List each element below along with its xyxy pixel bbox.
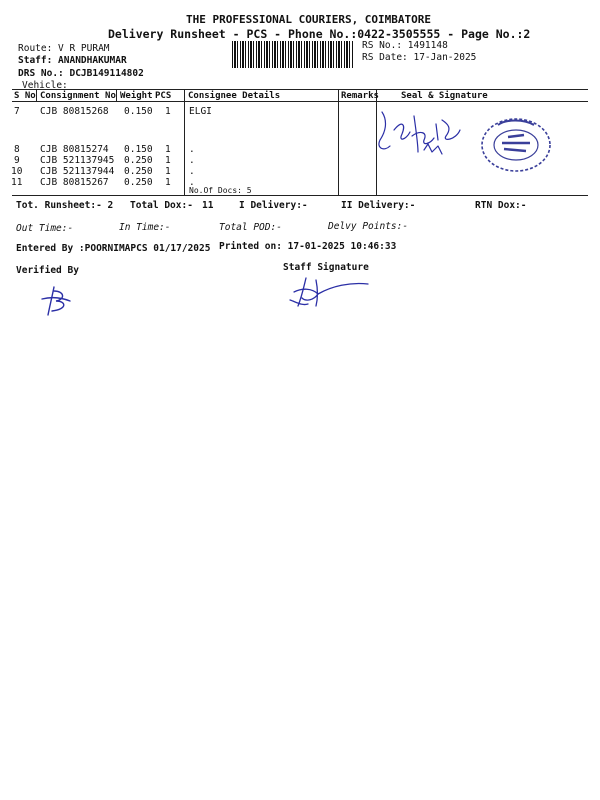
row-consignee: .: [189, 144, 195, 155]
column-divider: [184, 89, 185, 195]
vehicle-label: Vehicle:: [22, 80, 68, 91]
tot-runsheet: Tot. Runsheet:- 2: [16, 200, 114, 211]
table-top-border: [12, 89, 588, 90]
row-pcs: 1: [165, 106, 171, 117]
total-pod: Total POD:-: [219, 222, 282, 233]
row-weight: 0.150: [124, 106, 153, 117]
rs-number: RS No.: 1491148: [362, 40, 448, 51]
row-pcs: 1: [165, 155, 171, 166]
verified-by-label: Verified By: [16, 265, 79, 276]
column-divider: [116, 89, 117, 101]
printed-on: Printed on: 17-01-2025 10:46:33: [219, 241, 397, 252]
row-sno: 9: [14, 155, 20, 166]
row-consignee: .: [189, 177, 195, 188]
table-header-border: [12, 101, 588, 102]
column-header: Seal & Signature: [401, 91, 488, 101]
row-consignment: CJB 521137945: [40, 155, 115, 166]
staff-label: Staff: ANANDHAKUMAR: [18, 55, 127, 66]
staff-signature-drawing: [288, 272, 372, 312]
row-pcs: 1: [165, 166, 171, 177]
verified-signature-drawing: [40, 285, 74, 317]
row-pcs: 1: [165, 144, 171, 155]
ii-delivery: II Delivery:-: [341, 200, 416, 211]
row-consignee: ELGI: [189, 106, 212, 117]
company-title: THE PROFESSIONAL COURIERS, COIMBATORE: [186, 13, 432, 26]
barcode-image: [232, 41, 354, 68]
i-delivery: I Delivery:-: [239, 200, 308, 211]
entered-by: Entered By :POORNIMAPCS 01/17/2025: [16, 243, 211, 254]
staff-signature-label: Staff Signature: [283, 262, 369, 273]
column-header: S No: [14, 91, 36, 101]
row-weight: 0.250: [124, 155, 153, 166]
row-weight: 0.150: [124, 144, 153, 155]
rubber-stamp-seal: [478, 113, 556, 175]
total-dox-value: 11: [202, 200, 214, 211]
row-consignment: CJB 521137944: [40, 166, 115, 177]
column-divider: [338, 89, 339, 195]
row-weight: 0.250: [124, 177, 153, 188]
row-consignee: .: [189, 155, 195, 166]
rtn-dox: RTN Dox:-: [475, 200, 527, 211]
out-time: Out Time:-: [16, 223, 74, 234]
row-pcs: 1: [165, 177, 171, 188]
drs-number: DRS No.: DCJB149114802: [18, 68, 144, 79]
row-sno: 7: [14, 106, 20, 117]
table-bottom-border: [12, 195, 588, 196]
column-header: PCS: [155, 91, 172, 101]
column-header: Remarks: [341, 91, 379, 101]
column-header: Consignment No: [40, 91, 116, 101]
rs-date: RS Date: 17-Jan-2025: [362, 52, 477, 63]
row-sno: 8: [14, 144, 20, 155]
no-of-docs: No.Of Docs: 5: [189, 186, 252, 195]
row-sno: 11: [11, 177, 23, 188]
column-header: Consignee Details: [188, 91, 281, 101]
delvy-points: Delvy Points:-: [328, 221, 409, 232]
row-consignee: .: [189, 166, 195, 177]
column-divider: [36, 89, 37, 101]
row-consignment: CJB 80815267: [40, 177, 109, 188]
handwritten-signature-drawing: [372, 106, 468, 164]
route-label: Route: V R PURAM: [18, 43, 110, 54]
column-header: Weight: [120, 91, 153, 101]
in-time: In Time:-: [119, 222, 171, 233]
row-consignment: CJB 80815274: [40, 144, 109, 155]
row-sno: 10: [11, 166, 23, 177]
row-consignment: CJB 80815268: [40, 106, 109, 117]
row-weight: 0.250: [124, 166, 153, 177]
total-dox-label: Total Dox:-: [130, 200, 193, 211]
runsheet-subtitle: Delivery Runsheet - PCS - Phone No.:0422-3505555 - Page No.:2: [108, 27, 531, 41]
